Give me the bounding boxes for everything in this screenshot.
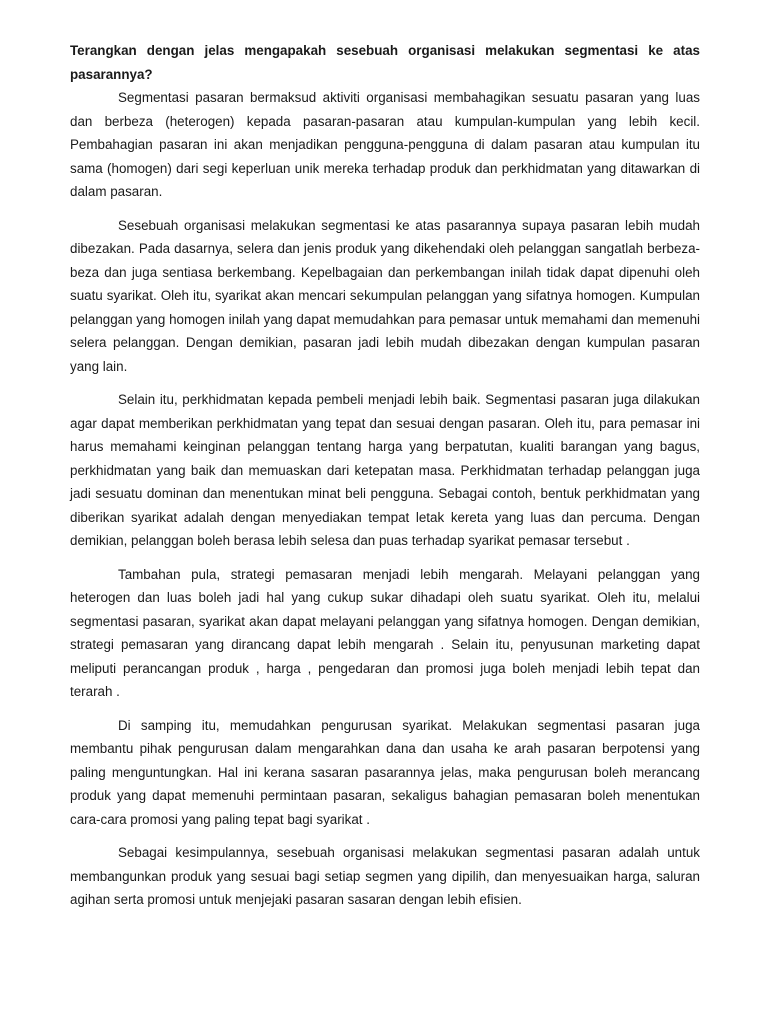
question-heading: Terangkan dengan jelas mengapakah sesebuah organisasi melakukan segmentasi ke atas pasarannya? <box>70 43 700 82</box>
paragraph-market-differentiation: Sesebuah organisasi melakukan segmentasi ke atas pasarannya supaya pasaran lebih mudah dibezakan. Pada dasarnya, selera dan jenis produk yang dikehendaki oleh pelanggan sangatlah berbeza-beza dan juga sentiasa berkembang. Kepelbagaian dan perkembangan inilah tidak dapat dipenuhi oleh suatu syarikat. Oleh itu, syarikat akan mencari sekumpulan pelanggan yang sifatnya homogen. Kumpulan pelanggan yang homogen inilah yang dapat memudahkan para pemasar untuk memahami dan memenuhi selera pelanggan. Dengan demikian, pasaran jadi lebih mudah dibezakan dengan kumpulan pasaran yang lain. <box>70 217 700 374</box>
paragraph-conclusion: Sebagai kesimpulannya, sesebuah organisasi melakukan segmentasi pasaran adalah untuk membangunkan produk yang sesuai bagi setiap segmen yang dipilih, dan menyesuaikan harga, saluran agihan serta promosi untuk menjejaki pasaran sasaran dengan lebih efisien. <box>70 845 700 907</box>
paragraph-better-service: Selain itu, perkhidmatan kepada pembeli menjadi lebih baik. Segmentasi pasaran juga dilakukan agar dapat memberikan perkhidmatan yang tepat dan sesuai dengan pasaran. Oleh itu, para pemasar ini harus memahami keinginan pelanggan tentang harga yang berpatutan, kualiti barangan yang bagus, perkhidmatan yang baik dan memuaskan dari ketepatan masa. Perkhidmatan terhadap pelanggan juga jadi sesuatu dominan dan menentukan minat beli pengguna. Sebagai contoh, bentuk perkhidmatan yang diberikan syarikat adalah dengan menyediakan tempat letak kereta yang luas dan percuma. Dengan demikian, pelanggan boleh berasa lebih selesa dan puas terhadap syarikat pemasar tersebut . <box>70 392 700 548</box>
paragraph-marketing-strategy: Tambahan pula, strategi pemasaran menjadi lebih mengarah. Melayani pelanggan yang heterogen dan luas boleh jadi hal yang cukup sukar dihadapi oleh suatu syarikat. Oleh itu, melalui segmentasi pasaran, syarikat akan dapat melayani pelanggan yang sifatnya homogen. Dengan demikian, strategi pemasaran yang dirancang dapat lebih mengarah . Selain itu, penyusunan marketing dapat meliputi perancangan produk , harga , pengedaran dan promosi juga boleh menjadi lebih tepat dan terarah . <box>70 566 700 699</box>
paragraph-management: Di samping itu, memudahkan pengurusan syarikat. Melakukan segmentasi pasaran juga membantu pihak pengurusan dalam mengarahkan dana dan usaha ke arah pasaran berpotensi yang paling menguntungkan. Hal ini kerana sasaran pasarannya jelas, maka pengurusan boleh merancang produk yang dapat memenuhi permintaan pasaran, sekaligus bahagian pemasaran boleh menentukan cara-cara promosi yang paling tepat bagi syarikat . <box>70 717 700 827</box>
paragraph-definition: Segmentasi pasaran bermaksud aktiviti organisasi membahagikan sesuatu pasaran yang luas dan berbeza (heterogen) kepada pasaran-pasaran atau kumpulan-kumpulan yang lebih kecil. Pembahagian pasaran ini akan menjadikan pengguna-pengguna di dalam pasaran atau kumpulan itu sama (homogen) dari segi keperluan unik mereka terhadap produk dan perkhidmatan yang ditawarkan di dalam pasaran. <box>70 90 700 199</box>
document-page <box>70 39 700 922</box>
